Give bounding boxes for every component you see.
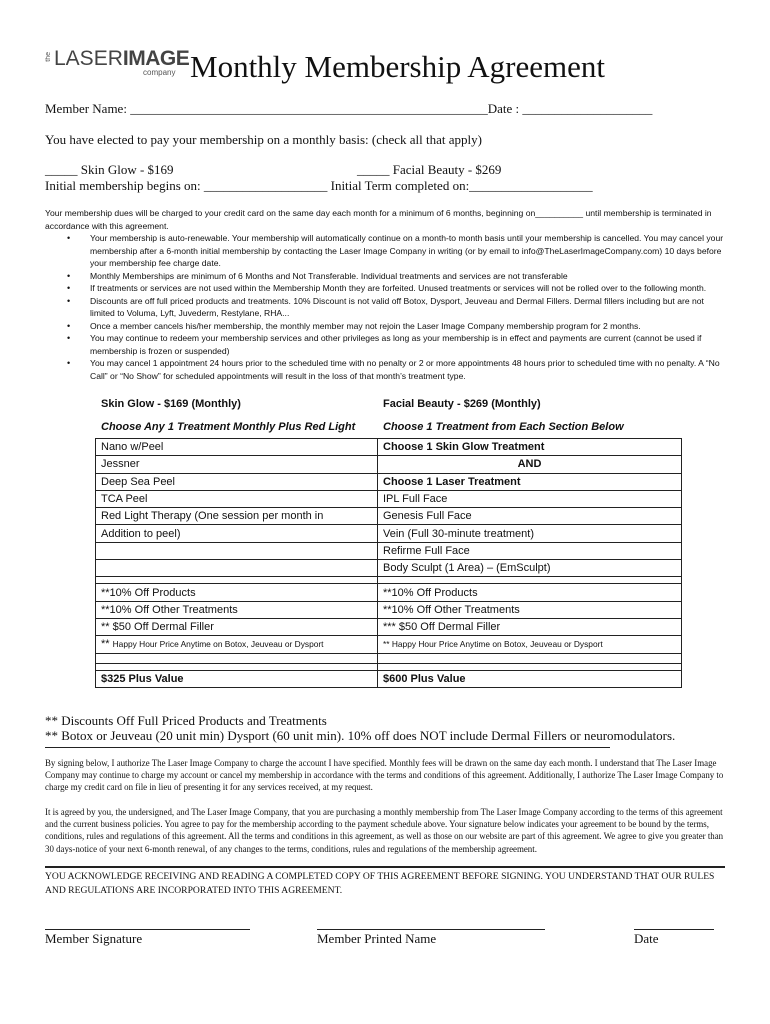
terms-list bbox=[45, 232, 725, 382]
table-row bbox=[96, 542, 682, 559]
table-cell: Jessner bbox=[96, 456, 378, 473]
table-cell: TCA Peel bbox=[96, 490, 378, 507]
page-title: Monthly Membership Agreement bbox=[190, 49, 605, 84]
table-cell: Choose 1 Laser Treatment bbox=[378, 473, 682, 490]
table-row bbox=[96, 618, 682, 635]
table-cell: AND bbox=[378, 456, 682, 473]
table-cell: ** Happy Hour Price Anytime on Botox, Jeuveau or Dysport bbox=[378, 636, 682, 653]
acknowledgement-text: YOU ACKNOWLEDGE RECEIVING AND READING A COMPLETED COPY OF THIS AGREEMENT BEFORE SIGNING. YOU UNDERSTAND THAT OUR RULES AND REGULATIONS ARE INCORPORATED INTO THIS AGREEMENT. bbox=[45, 871, 715, 896]
table-row bbox=[96, 636, 682, 653]
logo-laser-text: LASER bbox=[54, 47, 123, 70]
table-cell bbox=[96, 636, 378, 653]
member-name-line[interactable]: Member Name: _______________________________________________________Date : ____________________ bbox=[45, 101, 653, 116]
table-cell: Red Light Therapy (One session per month in bbox=[96, 508, 378, 525]
table-row bbox=[96, 490, 682, 507]
table-row bbox=[96, 670, 682, 687]
table-row bbox=[96, 653, 682, 663]
table-cell: $325 Plus Value bbox=[96, 670, 378, 687]
table-cell: **10% Off Other Treatments bbox=[96, 601, 378, 618]
discount-note: ** Discounts Off Full Priced Products and Treatments bbox=[45, 713, 327, 728]
table-cell: Nano w/Peel bbox=[96, 439, 378, 456]
logo-the: the bbox=[45, 52, 52, 62]
table-row bbox=[96, 663, 682, 670]
table-cell bbox=[378, 653, 682, 663]
list-item: • Your membership is auto-renewable. Your membership will automatically continue on a month-to month basis until your membership is cancelled. You may cancel your membership after a 6-month initial membership by contacting the Laser Image Company in writing (or by email to info@TheLaserImageCompany.com) 10 days before your membership fee charge date. bbox=[45, 232, 725, 270]
table-row bbox=[96, 577, 682, 584]
table-cell: Deep Sea Peel bbox=[96, 473, 378, 490]
table-cell bbox=[96, 653, 378, 663]
list-item: • Monthly Memberships are minimum of 6 Months and Not Transferable. Individual treatments and services are not transferable bbox=[45, 270, 725, 283]
list-item: • Discounts are off full priced products and treatments. 10% Discount is not valid off Botox, Dysport, Jeuveau and Dermal Fillers. Dermal fillers including but are not limited to Voluma, Lyft, Juvederm, Restylane, RHA... bbox=[45, 295, 725, 320]
plans-table bbox=[95, 438, 682, 688]
table-cell: Body Sculpt (1 Area) – (EmSculpt) bbox=[378, 560, 682, 577]
company-logo bbox=[54, 48, 189, 70]
table-cell: **10% Off Products bbox=[378, 584, 682, 601]
agreement-paragraph: It is agreed by you, the undersigned, and The Laser Image Company, that you are purchasing a monthly membership from The Laser Image Company according to the terms of this agreement and the current business policies. You agree to pay for the membership according to the payment schedule above. Your signature below indicates your agreement to be bound by the terms, conditions, rules and regulations of this agreement. All the terms and conditions in this agreement, as well as those on our website are part of this agreement. We agree to give you greater than 30 days-notice of your next 6-month renewal, of any changes to the terms, conditions, rules and regulations of the membership agreement. bbox=[45, 807, 724, 854]
terms-section bbox=[45, 207, 725, 382]
table-cell: Addition to peel) bbox=[96, 525, 378, 542]
table-row bbox=[96, 508, 682, 525]
table-row bbox=[96, 525, 682, 542]
table-cell: $600 Plus Value bbox=[378, 670, 682, 687]
table-row bbox=[96, 560, 682, 577]
divider bbox=[45, 866, 725, 868]
list-item: • You may continue to redeem your membership services and other privileges as long as your membership is in effect and payments are current (cannot be used if membership is frozen or suspended) bbox=[45, 332, 725, 357]
table-cell: **10% Off Products bbox=[96, 584, 378, 601]
member-printed-name-label: Member Printed Name bbox=[317, 931, 437, 946]
facial-beauty-plan-title: Facial Beauty - $269 (Monthly) bbox=[383, 398, 541, 410]
divider bbox=[45, 747, 610, 748]
botox-note: ** Botox or Jeuveau (20 unit min) Dysport (60 unit min). 10% off does NOT include Dermal Fillers or neuromodulators. bbox=[45, 728, 676, 743]
authorization-paragraph: By signing below, I authorize The Laser Image Company to charge the account I have specified. Monthly fees will be drawn on the same day each month. I understand that The Laser Image Company may continue to charge my account or cancel my membership in accordance with the terms and conditions of this agreement. Additionally, I authorize The Laser Image Company to charge my credit card on file in lieu of presenting it for any services received, at my request. bbox=[45, 758, 724, 793]
date-label: Date bbox=[634, 931, 659, 946]
table-cell bbox=[96, 577, 378, 584]
table-cell bbox=[96, 663, 378, 670]
date-line[interactable] bbox=[634, 929, 714, 930]
elected-text: You have elected to pay your membership on a monthly basis: (check all that apply) bbox=[45, 132, 482, 147]
list-item: • You may cancel 1 appointment 24 hours prior to the scheduled time with no penalty or 2 or more appointments 48 hours prior to scheduled time with no penalty. A “No Call” or “No Show” for scheduled appointments will result in the loss of that month’s treatment type. bbox=[45, 357, 725, 382]
table-row bbox=[96, 584, 682, 601]
facial-beauty-option[interactable]: _____ Facial Beauty - $269 bbox=[357, 162, 502, 177]
member-printed-name-line[interactable] bbox=[317, 929, 545, 930]
table-row bbox=[96, 601, 682, 618]
list-item: • Once a member cancels his/her membership, the monthly member may not rejoin the Laser Image Company membership program for 2 months. bbox=[45, 320, 725, 333]
table-cell: Refirme Full Face bbox=[378, 542, 682, 559]
table-cell bbox=[96, 560, 378, 577]
happy-hour-text: Happy Hour Price Anytime on Botox, Jeuveau or Dysport bbox=[112, 639, 324, 650]
table-cell: *** $50 Off Dermal Filler bbox=[378, 618, 682, 635]
table-cell: Genesis Full Face bbox=[378, 508, 682, 525]
table-row bbox=[96, 473, 682, 490]
table-row bbox=[96, 439, 682, 456]
logo-image-text: IMAGE bbox=[122, 47, 190, 70]
initial-membership-line[interactable]: Initial membership begins on: ___________________ Initial Term completed on:___________________ bbox=[45, 178, 593, 193]
list-item: • If treatments or services are not used within the Membership Month they are forfeited. Unused treatments or services will not be rolled over to the following month. bbox=[45, 282, 725, 295]
table-cell: Vein (Full 30-minute treatment) bbox=[378, 525, 682, 542]
table-row bbox=[96, 456, 682, 473]
table-cell: **10% Off Other Treatments bbox=[378, 601, 682, 618]
table-cell bbox=[378, 577, 682, 584]
skin-glow-option[interactable]: _____ Skin Glow - $169 bbox=[45, 162, 174, 177]
table-cell: ** $50 Off Dermal Filler bbox=[96, 618, 378, 635]
facial-beauty-plan-subtitle: Choose 1 Treatment from Each Section Below bbox=[383, 421, 624, 433]
table-cell: Choose 1 Skin Glow Treatment bbox=[378, 439, 682, 456]
skin-glow-plan-subtitle: Choose Any 1 Treatment Monthly Plus Red Light bbox=[101, 421, 356, 433]
table-cell bbox=[96, 542, 378, 559]
skin-glow-plan-title: Skin Glow - $169 (Monthly) bbox=[101, 398, 241, 410]
logo-company-text: company bbox=[143, 68, 176, 77]
table-cell: IPL Full Face bbox=[378, 490, 682, 507]
member-signature-label: Member Signature bbox=[45, 931, 143, 946]
table-cell bbox=[378, 663, 682, 670]
member-signature-line[interactable] bbox=[45, 929, 250, 930]
happy-hour-stars: ** bbox=[101, 638, 110, 651]
terms-intro: Your membership dues will be charged to your credit card on the same day each month for a minimum of 6 months, beginning on__________ until membership is terminated in accordance with this agreement. bbox=[45, 208, 712, 231]
